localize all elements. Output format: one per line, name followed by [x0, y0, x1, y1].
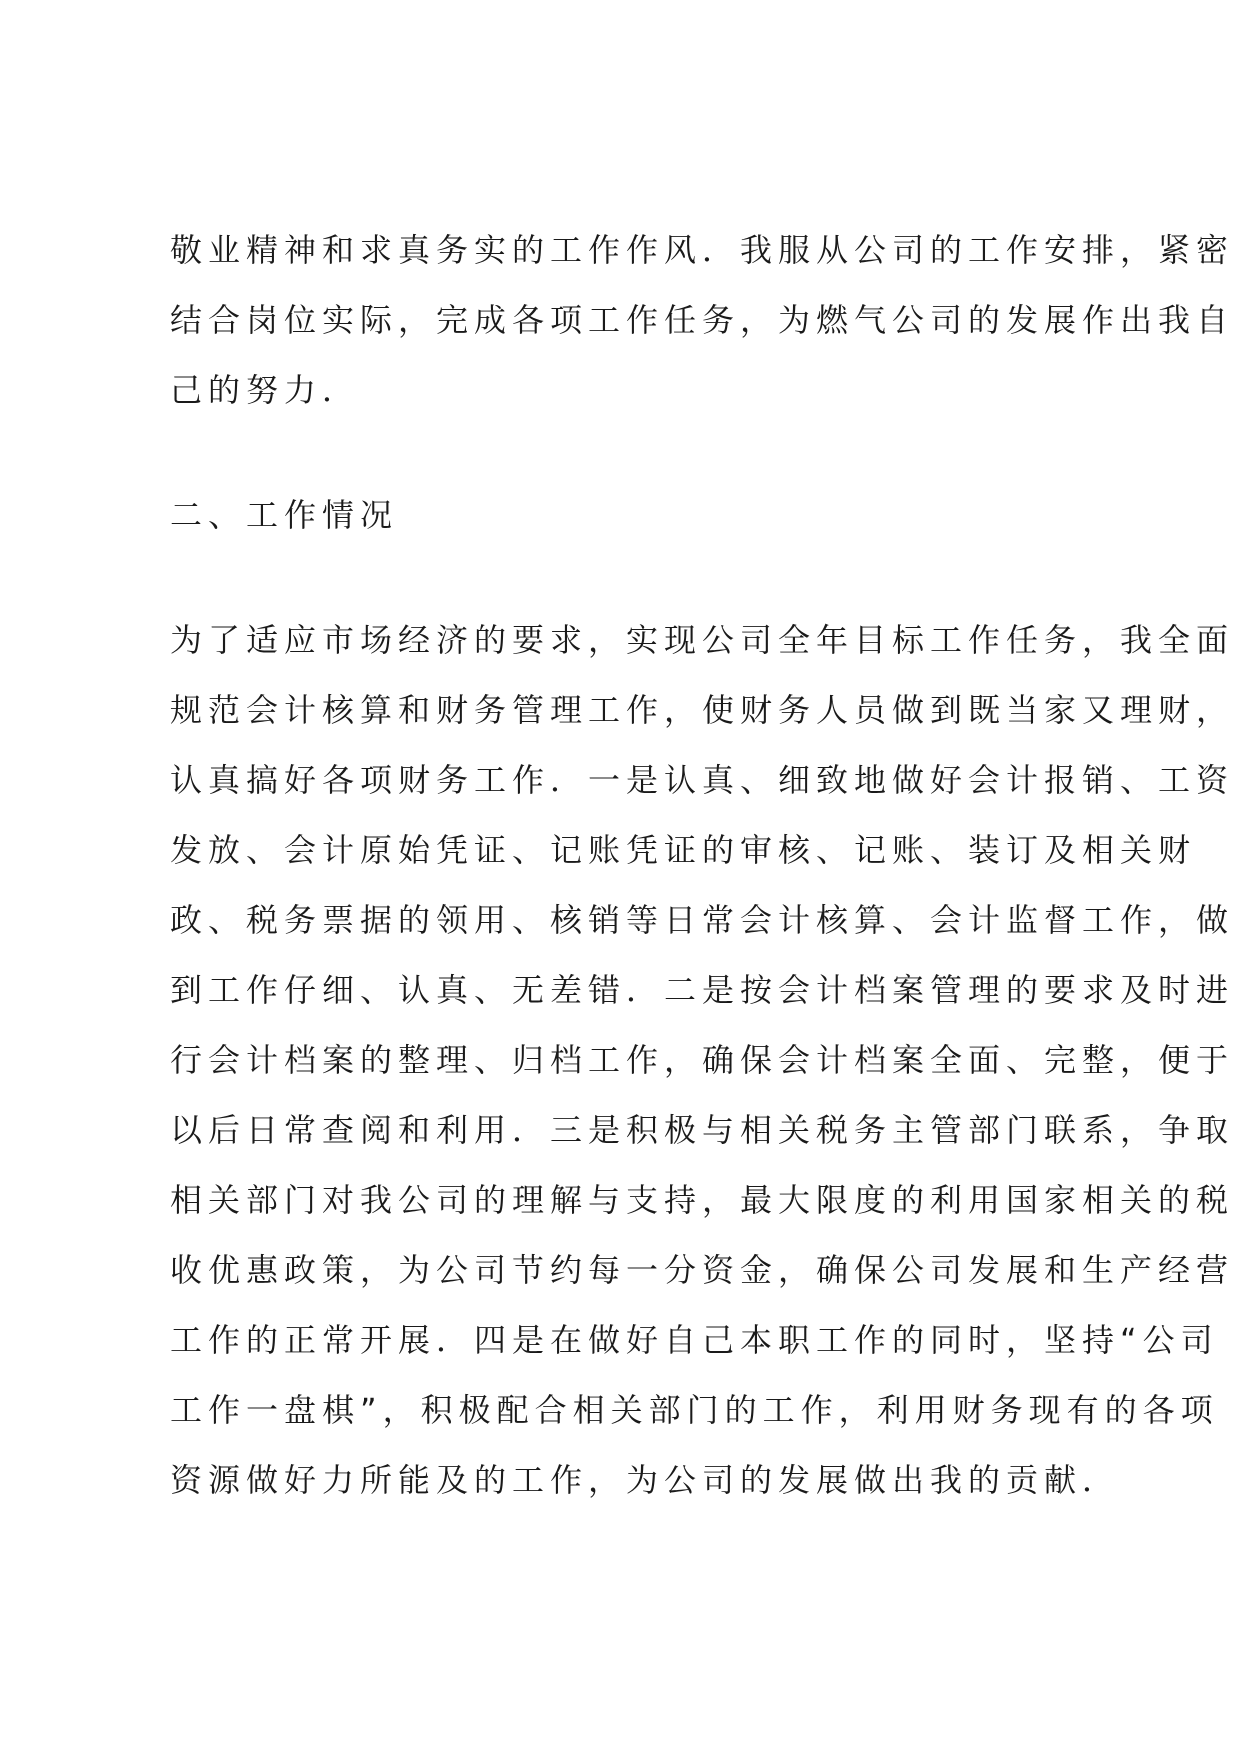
paragraph-line: 到工作仔细、认真、无差错．二是按会计档案管理的要求及时进 — [170, 971, 1235, 1009]
paragraph-line: 敬业精神和求真务实的工作作风．我服从公司的工作安排，紧密 — [170, 231, 1235, 269]
paragraph-line: 认真搞好各项财务工作．一是认真、细致地做好会计报销、工资 — [170, 761, 1235, 799]
section-heading-container — [170, 480, 1090, 550]
paragraph-line: 以后日常查阅和利用．三是积极与相关税务主管部门联系，争取 — [170, 1111, 1235, 1149]
paragraph-line: 工作一盘棋”，积极配合相关部门的工作，利用财务现有的各项 — [170, 1391, 1219, 1429]
paragraph-line: 行会计档案的整理、归档工作，确保会计档案全面、完整，便于 — [170, 1041, 1235, 1079]
paragraph-line: 政、税务票据的领用、核销等日常会计核算、会计监督工作，做 — [170, 901, 1235, 939]
paragraph-work-attitude — [170, 215, 1235, 425]
section-heading: 二、工作情况 — [170, 496, 399, 534]
paragraph-line: 收优惠政策，为公司节约每一分资金，确保公司发展和生产经营 — [170, 1251, 1235, 1289]
paragraph-line: 为了适应市场经济的要求，实现公司全年目标工作任务，我全面 — [170, 621, 1235, 659]
paragraph-line: 结合岗位实际，完成各项工作任务，为燃气公司的发展作出我自 — [170, 301, 1235, 339]
paragraph-line: 规范会计核算和财务管理工作，使财务人员做到既当家又理财， — [170, 691, 1235, 729]
paragraph-line: 相关部门对我公司的理解与支持，最大限度的利用国家相关的税 — [170, 1181, 1235, 1219]
paragraph-line: 工作的正常开展．四是在做好自己本职工作的同时，坚持“公司 — [170, 1321, 1219, 1359]
paragraph-line: 己的努力． — [170, 371, 361, 409]
paragraph-work-situation — [170, 605, 1235, 1515]
paragraph-line: 发放、会计原始凭证、记账凭证的审核、记账、装订及相关财 — [170, 831, 1197, 869]
paragraph-line: 资源做好力所能及的工作，为公司的发展做出我的贡献． — [170, 1461, 1121, 1499]
